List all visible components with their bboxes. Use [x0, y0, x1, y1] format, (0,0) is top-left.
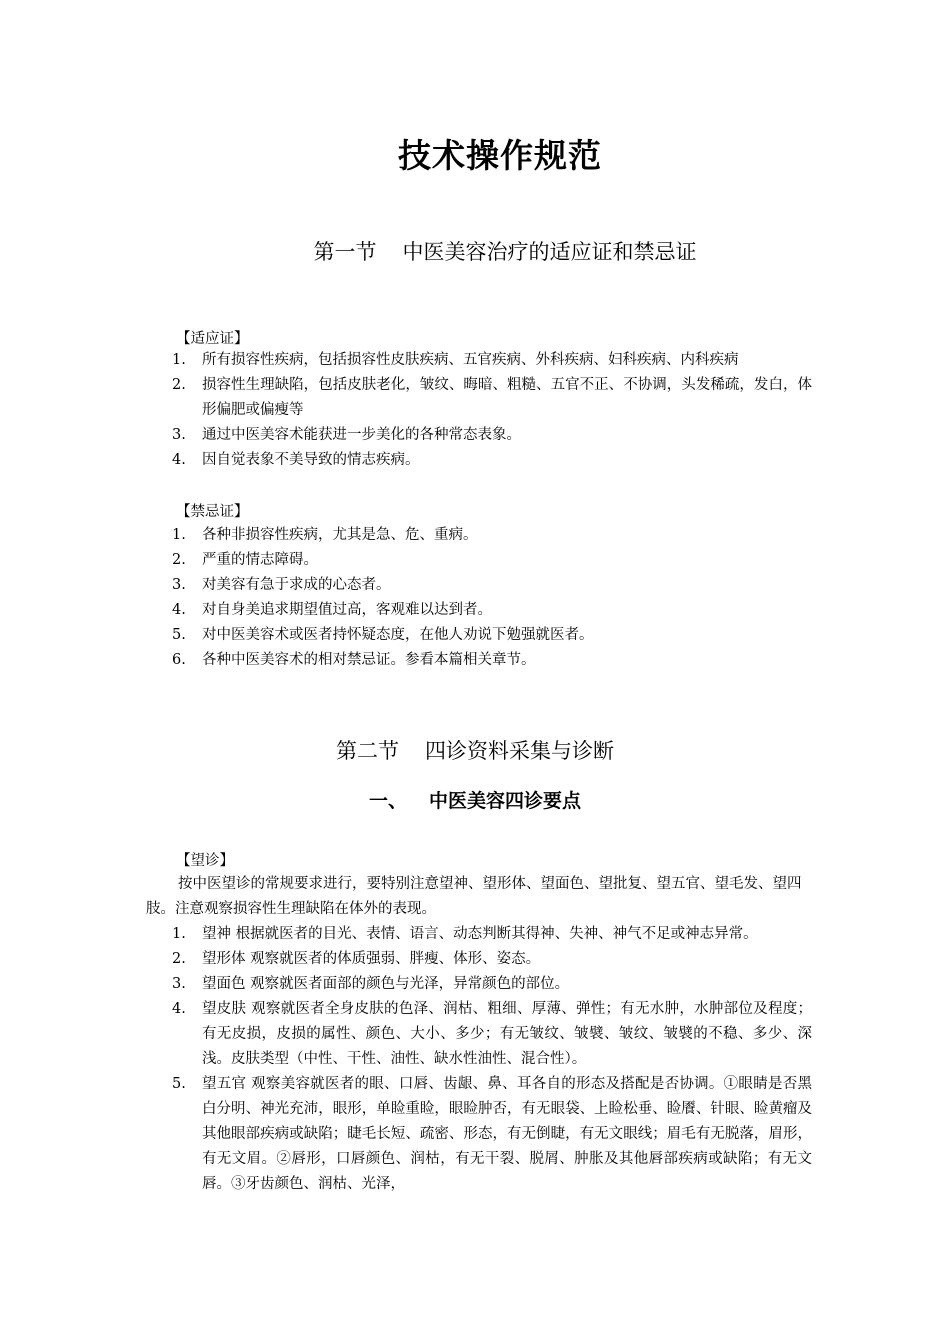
item-text: 对自身美追求期望值过高，客观难以达到者。 [202, 602, 492, 618]
item-text: 望五官 观察美容就医者的眼、口唇、齿龈、鼻、耳各自的形态及搭配是否协调。①眼睛是否黑白分明、神光充沛，眼形，单睑重睑，眼睑肿否，有无眼袋、上睑松垂、睑餍、针眼、睑黄瘤及其他眼部疾病或缺陷；睫毛长短、疏密、形态，有无倒睫，有无文眼线；眉毛有无脱落，眉形，有无文眉。②唇形，口唇颜色、润枯，有无干裂、脱屑、肿胀及其他唇部疾病或缺陷；有无文唇。③牙齿颜色、润枯、光泽， [202, 1076, 812, 1192]
subsection-name: 中医美容四诊要点 [429, 790, 582, 812]
indications-list [172, 348, 812, 473]
item-number: 5. [172, 627, 186, 643]
list-item [172, 548, 812, 573]
item-number: 2. [172, 377, 186, 393]
section-1-name: 中医美容治疗的适应证和禁忌证 [402, 240, 697, 264]
contraindications-heading: 【禁忌证】 [176, 504, 249, 520]
item-number: 1. [172, 926, 186, 942]
inspection-intro: 按中医望诊的常规要求进行，要特别注意望神、望形体、望面色、望批复、望五官、望毛发、望四肢。注意观察损容性生理缺陷在体外的表现。 [146, 876, 802, 917]
list-item [172, 947, 812, 972]
item-text: 通过中医美容术能获进一步美化的各种常态表象。 [202, 427, 521, 443]
item-number: 4. [172, 602, 186, 618]
list-item [172, 648, 812, 673]
item-number: 3. [172, 976, 186, 992]
list-item [172, 348, 812, 373]
item-number: 6. [172, 652, 186, 668]
subsection-number: 一、 [368, 790, 407, 812]
list-item [172, 997, 812, 1072]
item-text: 严重的情志障碍。 [202, 552, 318, 568]
inspection-heading: 【望诊】 [176, 853, 234, 869]
list-item [172, 423, 812, 448]
item-number: 5. [172, 1076, 186, 1092]
list-item [172, 623, 812, 648]
item-number: 2. [172, 951, 186, 967]
item-number: 4. [172, 1001, 186, 1017]
section-2-title [0, 735, 950, 765]
section-1-label: 第一节 [313, 240, 377, 264]
item-number: 2. [172, 552, 186, 568]
list-item [172, 448, 812, 473]
item-number: 3. [172, 427, 186, 443]
section-1-title [0, 236, 950, 266]
section-2-name: 四诊资料采集与诊断 [425, 739, 614, 763]
item-number: 4. [172, 452, 186, 468]
indications-heading: 【适应证】 [176, 331, 249, 347]
item-text: 所有损容性疾病，包括损容性皮肤疾病、五官疾病、外科疾病、妇科疾病、内科疾病 [202, 352, 739, 368]
item-number: 1. [172, 527, 186, 543]
inspection-list [172, 922, 812, 1197]
list-item [172, 373, 812, 423]
list-item [172, 573, 812, 598]
subsection-title [0, 786, 950, 813]
item-text: 对中医美容术或医者持怀疑态度，在他人劝说下勉强就医者。 [202, 627, 594, 643]
item-text: 因自觉表象不美导致的情志疾病。 [202, 452, 420, 468]
item-text: 望形体 观察就医者的体质强弱、胖瘦、体形、姿态。 [202, 951, 541, 967]
item-text: 望面色 观察就医者面部的颜色与光泽，异常颜色的部位。 [202, 976, 570, 992]
list-item [172, 922, 812, 947]
list-item [172, 523, 812, 548]
list-item [172, 972, 812, 997]
item-text: 对美容有急于求成的心态者。 [202, 577, 391, 593]
list-item [172, 598, 812, 623]
item-text: 望神 根据就医者的目光、表情、语言、动态判断其得神、失神、神气不足或神志异常。 [202, 926, 758, 942]
item-text: 各种中医美容术的相对禁忌证。参看本篇相关章节。 [202, 652, 536, 668]
item-text: 损容性生理缺陷，包括皮肤老化，皱纹、晦暗、粗糙、五官不正、不协调，头发稀疏，发白，体形偏肥或偏瘦等 [202, 377, 812, 418]
list-item [172, 1072, 812, 1197]
contraindications-list [172, 523, 812, 673]
document-title: 技术操作规范 [398, 136, 602, 175]
item-text: 各种非损容性疾病，尤其是急、危、重病。 [202, 527, 478, 543]
item-number: 3. [172, 577, 186, 593]
item-number: 1. [172, 352, 186, 368]
item-text: 望皮肤 观察就医者全身皮肤的色泽、润枯、粗细、厚薄、弹性；有无水肿，水肿部位及程度；有无皮损，皮损的属性、颜色、大小、多少；有无皱纹、皱襞、皱纹、皱襞的不稳、多少、深浅。皮肤类型（中性、干性、油性、缺水性油性、混合性）。 [202, 1001, 812, 1067]
section-2-label: 第二节 [336, 739, 399, 763]
